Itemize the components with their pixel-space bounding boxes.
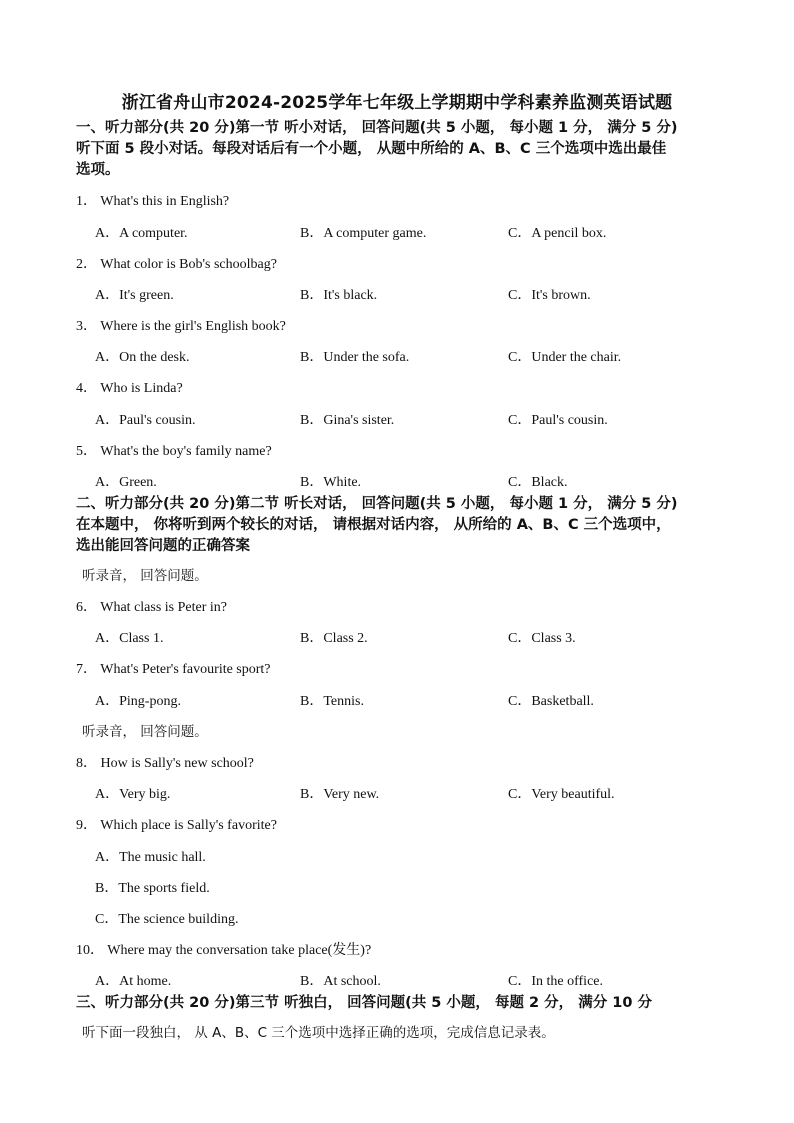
question-text: Which place is Sally's favorite? bbox=[100, 818, 277, 833]
option-a: A．Paul's cousin. bbox=[95, 413, 196, 428]
option-b: B．It's black. bbox=[300, 288, 378, 303]
question-text: What color is Bob's schoolbag? bbox=[100, 257, 277, 272]
listen-instruction-1: 听录音， 回答问题。 bbox=[82, 568, 208, 584]
question-text: How is Sally's new school? bbox=[100, 756, 254, 771]
question-2 bbox=[76, 253, 277, 273]
section-2-heading-line-2: 在本题中， 你将听到两个较长的对话， 请根据对话内容， 从所给的 A、B、C 三个选项中， bbox=[76, 517, 671, 533]
option-a: A．The music hall. bbox=[95, 850, 206, 865]
option-a: A．On the desk. bbox=[95, 350, 190, 365]
monologue-instruction: 听下面一段独白， 从 A、B、C 三个选项中选择正确的选项，完成信息记录表。 bbox=[82, 1025, 555, 1041]
question-10 bbox=[76, 939, 371, 959]
option-c: C．A pencil box. bbox=[508, 226, 607, 241]
option-b: B．Tennis. bbox=[300, 694, 364, 709]
question-text: What's Peter's favourite sport? bbox=[100, 662, 271, 677]
option-c: C．Very beautiful. bbox=[508, 787, 615, 802]
question-8 bbox=[76, 752, 254, 772]
option-a: A．Class 1. bbox=[95, 631, 164, 646]
section-2-heading-line-1: 二、听力部分(共 20 分)第二节 听长对话， 回答问题(共 5 小题， 每小题 1 分， 满分 5 分) bbox=[76, 496, 678, 512]
section-2-heading bbox=[76, 494, 726, 557]
option-b: B．The sports field. bbox=[95, 881, 210, 896]
option-c: C．Basketball. bbox=[508, 694, 594, 709]
listen-instruction-2: 听录音， 回答问题。 bbox=[82, 724, 208, 740]
question-number: 9． bbox=[76, 818, 97, 833]
question-6 bbox=[76, 596, 227, 616]
question-number: 8． bbox=[76, 756, 97, 771]
question-number: 3． bbox=[76, 319, 97, 334]
question-text: What's this in English? bbox=[100, 194, 230, 209]
section-1-heading-line-3: 选项。 bbox=[76, 162, 120, 178]
section-3-heading-line-1: 三、听力部分(共 20 分)第三节 听独白， 回答问题(共 5 小题， 每题 2 分， 满分 10 分 bbox=[76, 995, 652, 1011]
option-a: A．It's green. bbox=[95, 288, 174, 303]
question-number: 10． bbox=[76, 943, 104, 958]
section-1-heading bbox=[76, 118, 726, 181]
option-b: B．Very new. bbox=[300, 787, 380, 802]
option-a: A．Ping-pong. bbox=[95, 694, 181, 709]
option-b: B．At school. bbox=[300, 974, 381, 989]
section-1-heading-line-1: 一、听力部分(共 20 分)第一节 听小对话， 回答问题(共 5 小题， 每小题 1 分， 满分 5 分) bbox=[76, 120, 678, 136]
option-c: C．It's brown. bbox=[508, 288, 591, 303]
question-4 bbox=[76, 377, 183, 397]
option-b: B．Class 2. bbox=[300, 631, 368, 646]
question-text: What class is Peter in? bbox=[100, 600, 227, 615]
question-1 bbox=[76, 190, 229, 210]
question-text: Where is the girl's English book? bbox=[100, 319, 286, 334]
exam-title: 浙江省舟山市2024-2025学年七年级上学期期中学科素养监测英语试题 bbox=[121, 93, 673, 113]
question-number: 5． bbox=[76, 444, 97, 459]
question-text: Where may the conversation take place(发生)? bbox=[107, 943, 372, 958]
question-3 bbox=[76, 315, 286, 335]
option-a: A．Green. bbox=[95, 475, 157, 490]
option-b: B．Gina's sister. bbox=[300, 413, 395, 428]
question-5 bbox=[76, 440, 272, 460]
question-text: What's the boy's family name? bbox=[100, 444, 272, 459]
option-a: A．Very big. bbox=[95, 787, 171, 802]
question-number: 4． bbox=[76, 381, 97, 396]
option-a: A．A computer. bbox=[95, 226, 188, 241]
option-c: C．In the office. bbox=[508, 974, 603, 989]
option-c: C．Paul's cousin. bbox=[508, 413, 608, 428]
question-9 bbox=[76, 814, 277, 834]
question-7 bbox=[76, 658, 271, 678]
option-b: B．Under the sofa. bbox=[300, 350, 410, 365]
question-number: 6． bbox=[76, 600, 97, 615]
question-text: Who is Linda? bbox=[100, 381, 183, 396]
section-3-heading bbox=[76, 993, 726, 1014]
option-c: C．Black. bbox=[508, 475, 568, 490]
option-c: C．Class 3. bbox=[508, 631, 576, 646]
section-2-heading-line-3: 选出能回答问题的正确答案 bbox=[76, 538, 250, 554]
section-1-heading-line-2: 听下面 5 段小对话。每段对话后有一个小题， 从题中所给的 A、B、C 三个选项中选出最佳 bbox=[76, 141, 667, 157]
option-a: A．At home. bbox=[95, 974, 172, 989]
question-number: 7． bbox=[76, 662, 97, 677]
question-number: 1． bbox=[76, 194, 97, 209]
option-c: C．Under the chair. bbox=[508, 350, 622, 365]
option-b: B．A computer game. bbox=[300, 226, 427, 241]
option-b: B．White. bbox=[300, 475, 362, 490]
option-c: C．The science building. bbox=[95, 912, 239, 927]
question-number: 2． bbox=[76, 257, 97, 272]
